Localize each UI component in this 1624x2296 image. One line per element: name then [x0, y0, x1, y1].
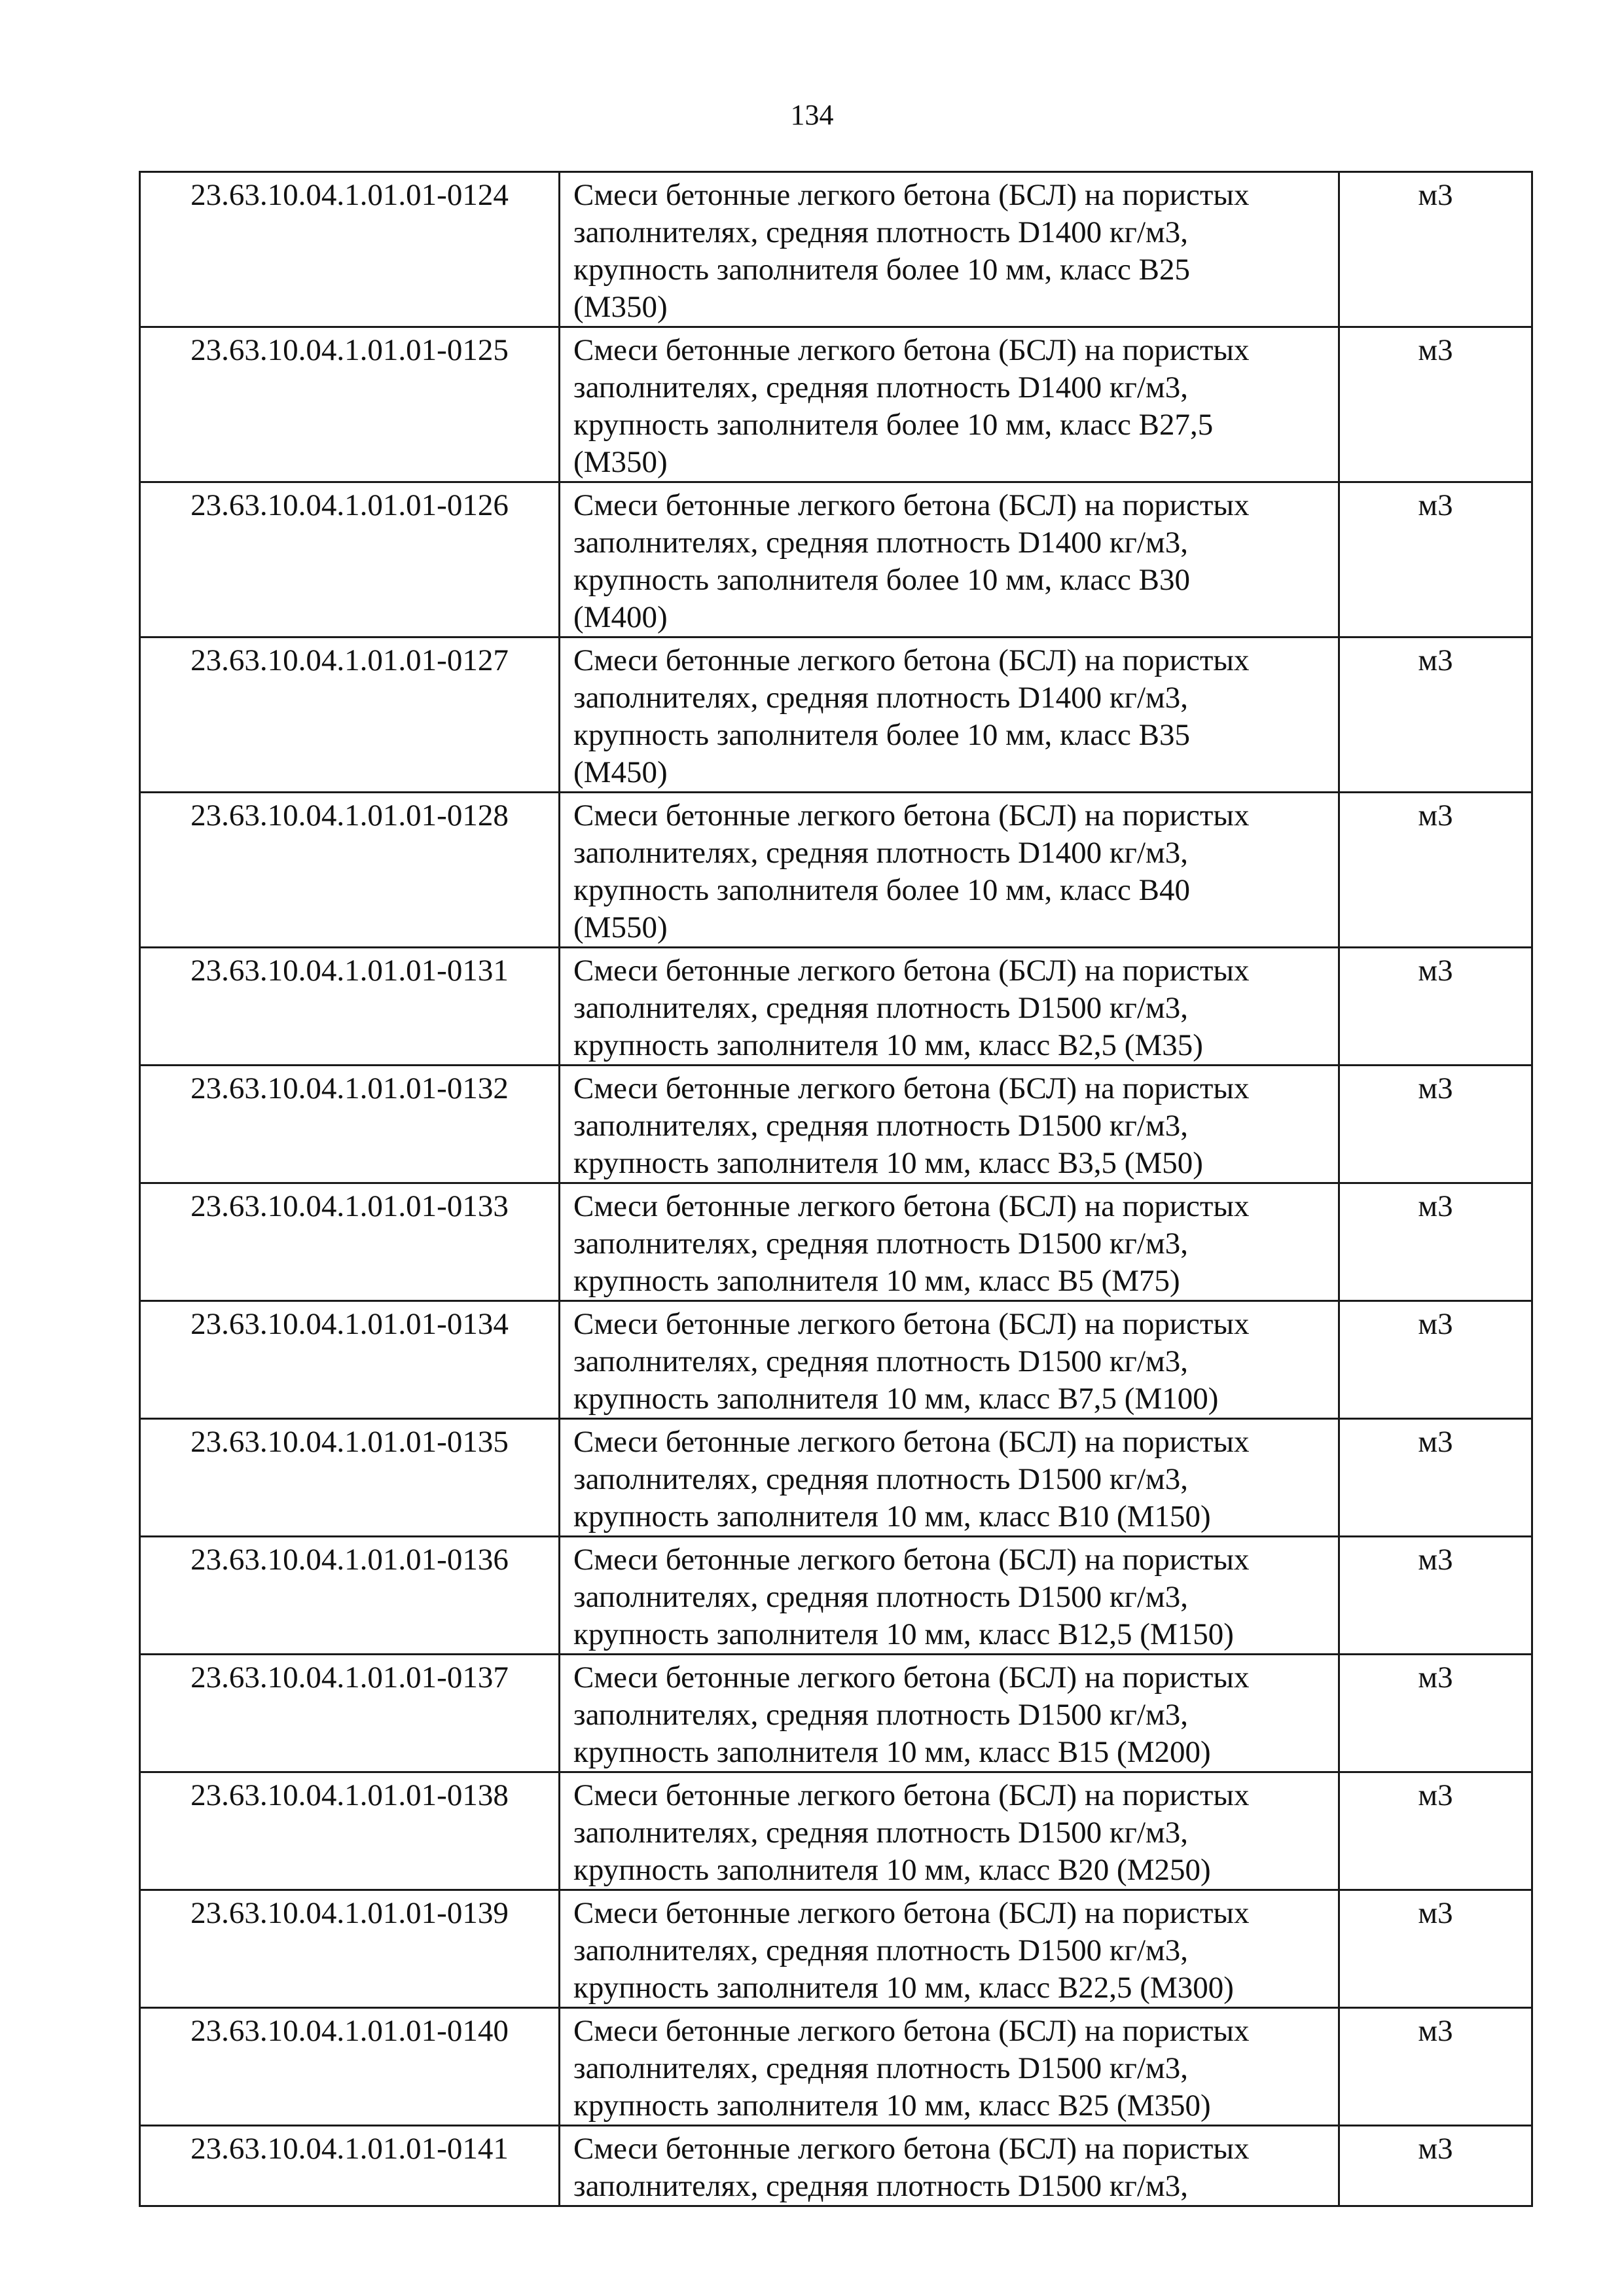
- description-line: заполнителях, средняя плотность D1500 кг/м3,: [573, 2169, 1189, 2203]
- description-line: Смеси бетонные легкого бетона (БСЛ) на пористых: [573, 1660, 1250, 1695]
- table-row: [140, 1655, 1532, 1772]
- description-line: Смеси бетонные легкого бетона (БСЛ) на пористых: [573, 1307, 1250, 1341]
- code-cell: 23.63.10.04.1.01.01-0126: [140, 482, 560, 637]
- table-row: [140, 793, 1532, 948]
- description-line: (М450): [573, 755, 668, 789]
- description-line: заполнителях, средняя плотность D1500 кг/м3,: [573, 1933, 1189, 1967]
- description-line: заполнителях, средняя плотность D1400 кг/м3,: [573, 836, 1189, 870]
- description-line: крупность заполнителя 10 мм, класс В12,5 (М150): [573, 1617, 1234, 1651]
- description-cell: [560, 1183, 1339, 1301]
- description-cell: [560, 948, 1339, 1066]
- table-row: [140, 482, 1532, 637]
- description-line: заполнителях, средняя плотность D1500 кг/м3,: [573, 1344, 1189, 1378]
- description-line: крупность заполнителя 10 мм, класс В15 (М200): [573, 1735, 1211, 1769]
- table-row: [140, 637, 1532, 793]
- table-body: [140, 172, 1532, 2206]
- code-cell: 23.63.10.04.1.01.01-0137: [140, 1655, 560, 1772]
- table-row: [140, 1772, 1532, 1890]
- description-line: Смеси бетонные легкого бетона (БСЛ) на пористых: [573, 1425, 1250, 1459]
- description-line: Смеси бетонные легкого бетона (БСЛ) на пористых: [573, 954, 1250, 988]
- table-row: [140, 327, 1532, 482]
- description-line: крупность заполнителя 10 мм, класс В20 (М250): [573, 1853, 1211, 1887]
- page-number: 134: [790, 99, 834, 131]
- code-cell: 23.63.10.04.1.01.01-0133: [140, 1183, 560, 1301]
- description-cell: [560, 1537, 1339, 1655]
- description-line: крупность заполнителя более 10 мм, класс В30: [573, 563, 1191, 597]
- unit-cell: м3: [1339, 172, 1532, 327]
- description-cell: [560, 1066, 1339, 1183]
- description-line: Смеси бетонные легкого бетона (БСЛ) на пористых: [573, 798, 1250, 833]
- unit-cell: м3: [1339, 1655, 1532, 1772]
- description-line: крупность заполнителя 10 мм, класс В5 (М75): [573, 1264, 1180, 1298]
- code-cell: 23.63.10.04.1.01.01-0135: [140, 1419, 560, 1537]
- description-line: Смеси бетонные легкого бетона (БСЛ) на пористых: [573, 2132, 1250, 2166]
- code-cell: 23.63.10.04.1.01.01-0140: [140, 2008, 560, 2126]
- description-line: заполнителях, средняя плотность D1400 кг/м3,: [573, 370, 1189, 404]
- unit-cell: м3: [1339, 327, 1532, 482]
- description-line: заполнителях, средняя плотность D1400 кг/м3,: [573, 215, 1189, 249]
- description-cell: [560, 1419, 1339, 1537]
- description-line: крупность заполнителя более 10 мм, класс В27,5: [573, 408, 1214, 442]
- unit-cell: м3: [1339, 1890, 1532, 2008]
- code-cell: 23.63.10.04.1.01.01-0124: [140, 172, 560, 327]
- description-line: крупность заполнителя 10 мм, класс В22,5 (М300): [573, 1971, 1234, 2005]
- materials-table: [139, 171, 1533, 2207]
- unit-cell: м3: [1339, 793, 1532, 948]
- description-cell: [560, 1890, 1339, 2008]
- code-cell: 23.63.10.04.1.01.01-0125: [140, 327, 560, 482]
- table-row: [140, 1890, 1532, 2008]
- description-line: заполнителях, средняя плотность D1500 кг/м3,: [573, 1462, 1189, 1496]
- description-line: Смеси бетонные легкого бетона (БСЛ) на пористых: [573, 2014, 1250, 2048]
- unit-cell: м3: [1339, 637, 1532, 793]
- unit-cell: м3: [1339, 2126, 1532, 2206]
- description-cell: [560, 1301, 1339, 1419]
- unit-cell: м3: [1339, 2008, 1532, 2126]
- code-cell: 23.63.10.04.1.01.01-0136: [140, 1537, 560, 1655]
- description-line: заполнителях, средняя плотность D1500 кг/м3,: [573, 1227, 1189, 1261]
- description-cell: [560, 482, 1339, 637]
- description-line: крупность заполнителя 10 мм, класс В2,5 (М35): [573, 1028, 1203, 1062]
- description-line: заполнителях, средняя плотность D1500 кг/м3,: [573, 2051, 1189, 2085]
- description-cell: [560, 172, 1339, 327]
- description-cell: [560, 1655, 1339, 1772]
- code-cell: 23.63.10.04.1.01.01-0139: [140, 1890, 560, 2008]
- table-row: [140, 2126, 1532, 2206]
- description-line: заполнителях, средняя плотность D1500 кг/м3,: [573, 991, 1189, 1025]
- description-line: крупность заполнителя 10 мм, класс В10 (М150): [573, 1499, 1211, 1534]
- unit-cell: м3: [1339, 1537, 1532, 1655]
- description-cell: [560, 2008, 1339, 2126]
- description-line: Смеси бетонные легкого бетона (БСЛ) на пористых: [573, 1896, 1250, 1930]
- table-row: [140, 1066, 1532, 1183]
- code-cell: 23.63.10.04.1.01.01-0138: [140, 1772, 560, 1890]
- table-row: [140, 1183, 1532, 1301]
- table-row: [140, 1301, 1532, 1419]
- code-cell: 23.63.10.04.1.01.01-0141: [140, 2126, 560, 2206]
- description-line: Смеси бетонные легкого бетона (БСЛ) на пористых: [573, 178, 1250, 212]
- description-line: крупность заполнителя 10 мм, класс В7,5 (М100): [573, 1382, 1219, 1416]
- description-line: заполнителях, средняя плотность D1400 кг/м3,: [573, 681, 1189, 715]
- unit-cell: м3: [1339, 1066, 1532, 1183]
- table-row: [140, 1537, 1532, 1655]
- description-line: Смеси бетонные легкого бетона (БСЛ) на пористых: [573, 333, 1250, 367]
- description-line: (М550): [573, 910, 668, 944]
- description-line: крупность заполнителя 10 мм, класс В3,5 (М50): [573, 1146, 1203, 1180]
- unit-cell: м3: [1339, 482, 1532, 637]
- description-cell: [560, 637, 1339, 793]
- description-line: Смеси бетонные легкого бетона (БСЛ) на пористых: [573, 643, 1250, 677]
- unit-cell: м3: [1339, 1301, 1532, 1419]
- description-line: Смеси бетонные легкого бетона (БСЛ) на пористых: [573, 1071, 1250, 1105]
- table-row: [140, 172, 1532, 327]
- description-line: заполнителях, средняя плотность D1500 кг/м3,: [573, 1698, 1189, 1732]
- description-line: Смеси бетонные легкого бетона (БСЛ) на пористых: [573, 1543, 1250, 1577]
- description-line: крупность заполнителя 10 мм, класс В25 (М350): [573, 2089, 1211, 2123]
- code-cell: 23.63.10.04.1.01.01-0131: [140, 948, 560, 1066]
- code-cell: 23.63.10.04.1.01.01-0134: [140, 1301, 560, 1419]
- description-cell: [560, 793, 1339, 948]
- table-row: [140, 2008, 1532, 2126]
- description-line: (М350): [573, 290, 668, 324]
- description-line: (М350): [573, 445, 668, 479]
- description-line: заполнителях, средняя плотность D1400 кг/м3,: [573, 526, 1189, 560]
- unit-cell: м3: [1339, 1419, 1532, 1537]
- unit-cell: м3: [1339, 1772, 1532, 1890]
- description-line: заполнителях, средняя плотность D1500 кг/м3,: [573, 1109, 1189, 1143]
- description-line: заполнителях, средняя плотность D1500 кг/м3,: [573, 1580, 1189, 1614]
- table-row: [140, 948, 1532, 1066]
- code-cell: 23.63.10.04.1.01.01-0128: [140, 793, 560, 948]
- code-cell: 23.63.10.04.1.01.01-0127: [140, 637, 560, 793]
- description-cell: [560, 327, 1339, 482]
- unit-cell: м3: [1339, 948, 1532, 1066]
- description-line: Смеси бетонные легкого бетона (БСЛ) на пористых: [573, 1189, 1250, 1223]
- description-line: Смеси бетонные легкого бетона (БСЛ) на пористых: [573, 488, 1250, 522]
- description-line: крупность заполнителя более 10 мм, класс В40: [573, 873, 1191, 907]
- unit-cell: м3: [1339, 1183, 1532, 1301]
- code-cell: 23.63.10.04.1.01.01-0132: [140, 1066, 560, 1183]
- description-line: Смеси бетонные легкого бетона (БСЛ) на пористых: [573, 1778, 1250, 1812]
- description-cell: [560, 1772, 1339, 1890]
- description-line: крупность заполнителя более 10 мм, класс В35: [573, 718, 1191, 752]
- table-row: [140, 1419, 1532, 1537]
- description-line: крупность заполнителя более 10 мм, класс В25: [573, 253, 1191, 287]
- description-line: заполнителях, средняя плотность D1500 кг/м3,: [573, 1816, 1189, 1850]
- description-cell: [560, 2126, 1339, 2206]
- description-line: (М400): [573, 600, 668, 634]
